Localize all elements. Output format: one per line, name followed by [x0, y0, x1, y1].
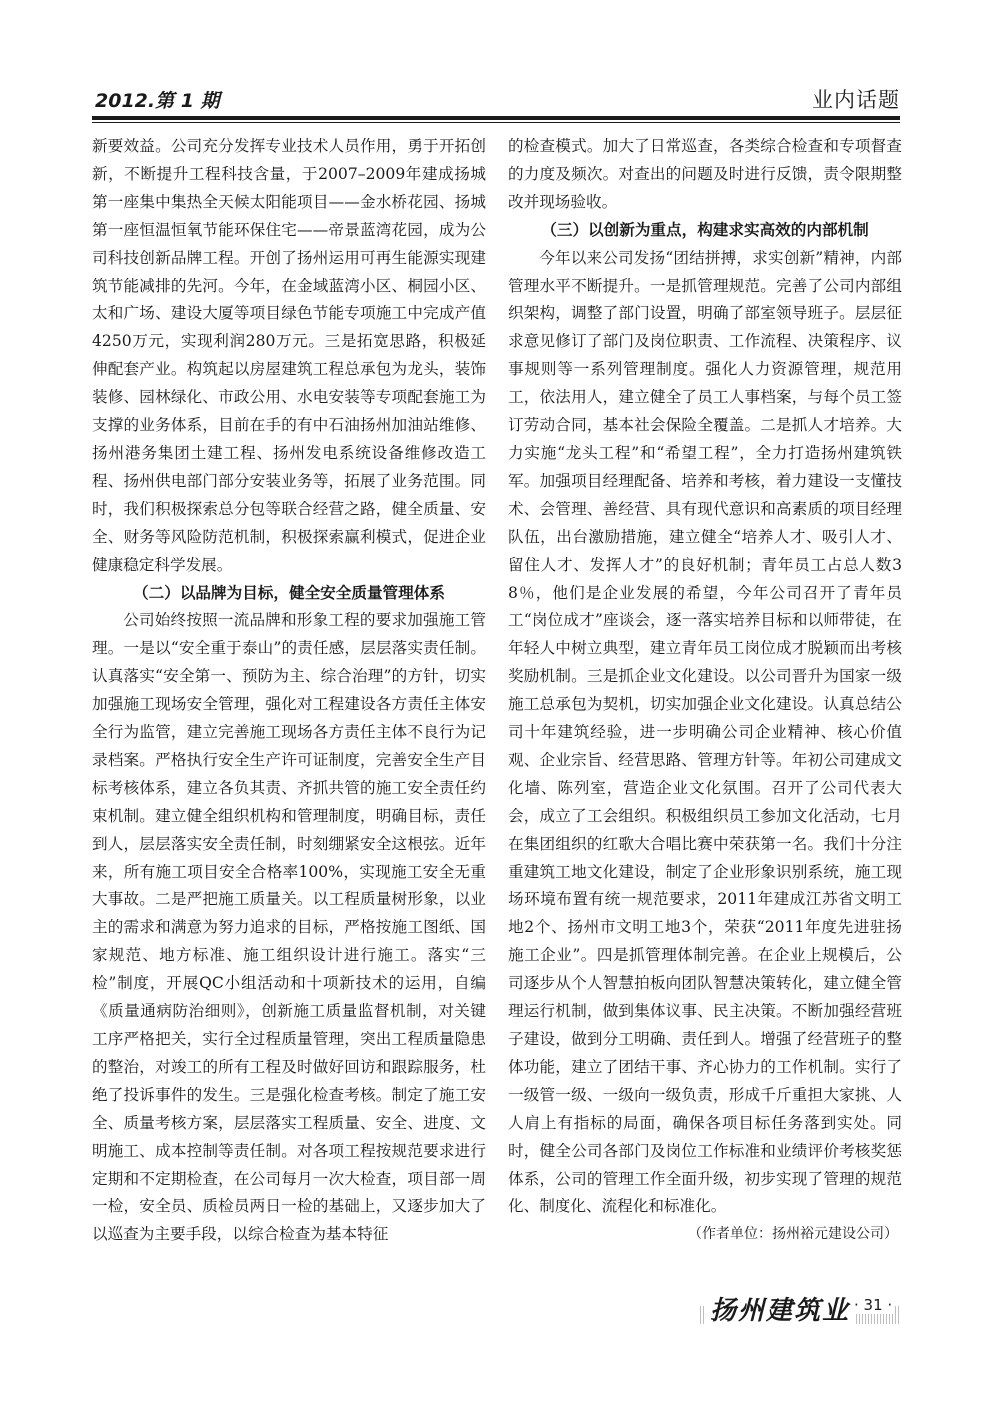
left-paragraph-1: 新要效益。公司充分发挥专业技术人员作用，勇于开拓创新，不断提升工程科技含量，于2007–2009年建成扬城第一座集中集热全天候太阳能项目——金水桥花园、扬城第一座恒温恒氧节能环保住宅——帝景蓝湾花园，成为公司科技创新品牌工程。开创了扬州运用可再生能源实现建筑节能减排的先河。今年，在金域蓝湾小区、桐园小区、太和广场、建设大厦等项目绿色节能专项施工中完成产值4250万元，实现利润280万元。三是拓宽思路，积极延伸配套产业。构筑起以房屋建筑工程总承包为龙头，装饰装修、园林绿化、市政公用、水电安装等专项配套施工为支撑的业务体系，目前在手的有中石油扬州加油站维修、扬州港务集团土建工程、扬州发电系统设备维修改造工程、扬州供电部门部分安装业务等，拓展了业务范围。同时，我们积极探索总分包等联合经营之路，健全质量、安全、财务等风险防范机制，积极探索赢利模式，促进企业健康稳定科学发展。	[92, 137, 486, 574]
right-column	[508, 133, 902, 1249]
header-rule-thin	[92, 122, 900, 123]
left-column	[92, 133, 486, 1249]
header-rule	[92, 116, 900, 120]
author-affiliation: （作者单位：扬州裕元建设公司）	[688, 1226, 898, 1243]
header-issue: 2012.第 1 期	[95, 90, 220, 112]
left-paragraph-2: 公司始终按照一流品牌和形象工程的要求加强施工管理。一是以“安全重于泰山”的责任感，层层落实责任制。认真落实“安全第一、预防为主、综合治理”的方针，切实加强施工现场安全管理，强化对工程建设各方责任主体安全行为监管，建立完善施工现场各方责任主体不良行为记录档案。严格执行安全生产许可证制度，完善安全生产目标考核体系，建立各负其责、齐抓共管的施工安全责任约束机制。建立健全组织机构和管理制度，明确目标，责任到人，层层落实安全责任制，时刻绷紧安全这根弦。近年来，所有施工项目安全合格率100%，实现施工安全无重大事故。二是严把施工质量关。以工程质量树形象，以业主的需求和满意为努力追求的目标，严格按施工图纸、国家规范、地方标准、施工组织设计进行施工。落实“三检”制度，开展QC小组活动和十项新技术的运用，自编《质量通病防治细则》，创新施工质量监督机制，对关键工序严格把关，实行全过程质量管理，突出工程质量隐患的整治，对竣工的所有工程及时做好回访和跟踪服务，杜绝了投诉事件的发生。三是强化检查考核。制定了施工安全、质量考核方案，层层落实工程质量、安全、进度、文明施工、成本控制等责任制。对各项工程按规范要求进行定期和不定期检查，在公司每月一次大检查，项目部一周一检，安全员、质检员两日一检的基础上，又逐步加大了以巡查为主要手段，以综合检查为基本特征	[92, 611, 486, 1244]
right-paragraph-2: 今年以来公司发扬“团结拼搏，求实创新”精神，内部管理水平不断提升。一是抓管理规范。完善了公司内部组织架构，调整了部门设置，明确了部室领导班子。层层征求意见修订了部门及岗位职责、工作流程、决策程序、议事规则等一系列管理制度。强化人力资源管理，规范用工，依法用人，建立健全了员工人事档案，与每个员工签订劳动合同，基本社会保险全覆盖。二是抓人才培养。大力实施“龙头工程”和“希望工程”，全力打造扬州建筑铁军。加强项目经理配备、培养和考核，着力建设一支懂技术、会管理、善经营、具有现代意识和高素质的项目经理队伍，出台激励措施，建立健全“培养人才、吸引人才、留住人才、发挥人才”的良好机制；青年员工占总人数38％，他们是企业发展的希望，今年公司召开了青年员工“岗位成才”座谈会，逐一落实培养目标和以师带徒，在年轻人中树立典型，建立青年员工岗位成才脱颖而出考核奖励机制。三是抓企业文化建设。以公司晋升为国家一级施工总承包为契机，切实加强企业文化建设。认真总结公司十年建筑经验，进一步明确公司企业精神、核心价值观、企业宗旨、经营思路、管理方针等。年初公司建成文化墙、陈列室，营造企业文化氛围。召开了公司代表大会，成立了工会组织。积极组织员工参加文化活动，七月在集团组织的红歌大合唱比赛中荣获第一名。我们十分注重建筑工地文化建设，制定了企业形象识别系统，施工现场环境布置有统一规范要求，2011年建成江苏省文明工地2个、扬州市文明工地3个，荣获“2011年度先进驻扬施工企业”。四是抓管理体制完善。在企业上规模后，公司逐步从个人智慧拍板向团队智慧决策转化，建立健全管理运行机制，做到集体议事、民主决策。不断加强经营班子建设，做到分工明确、责任到人。增强了经营班子的整体功能，建立了团结干事、齐心协力的工作机制。实行了一级管一级、一级向一级负责，形成千斤重担大家挑、人人肩上有指标的局面，确保各项目标任务落到实处。同时，健全公司各部门及岗位工作标准和业绩评价考核奖惩体系，公司的管理工作全面升级，初步实现了管理的规范化、制度化、流程化和标准化。	[508, 248, 902, 1216]
magazine-logo: 扬州建筑业	[706, 1290, 854, 1327]
section-heading-2: （二）以品牌为目标，健全安全质量管理体系	[133, 583, 445, 602]
section-heading-3: （三）以创新为重点，构建求实高效的内部机制	[541, 220, 869, 239]
right-paragraph-1: 的检查模式。加大了日常巡查，各类综合检查和专项督查的力度及频次。对查出的问题及时进行反馈，责令限期整改并现场验收。	[508, 137, 902, 211]
page-number: · 31 ·	[854, 1296, 893, 1314]
header-section-title: 业内话题	[812, 88, 900, 112]
